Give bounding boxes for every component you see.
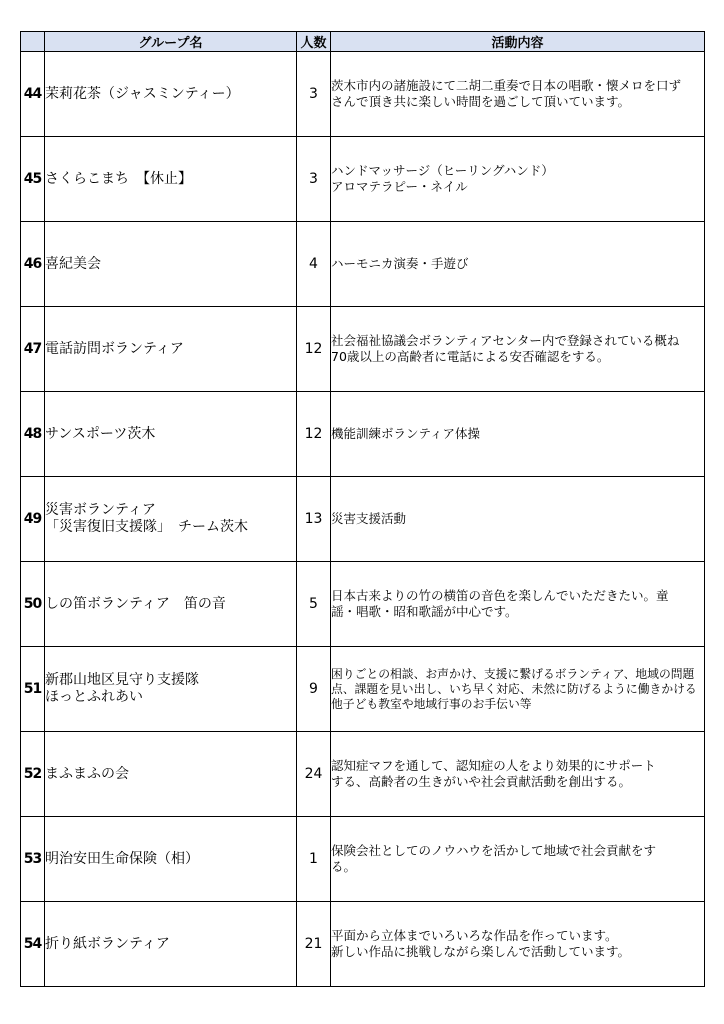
activity-cell (331, 732, 705, 817)
activity-line: 困りごとの相談、お声かけ、支援に繋げるボランティア、地域の問題 (331, 666, 695, 681)
activity-line: アロマテラピー・ネイル (331, 179, 468, 194)
group-name-line: 明治安田生命保険（相） (45, 850, 199, 867)
group-name-line: 喜紀美会 (45, 255, 101, 272)
activity-line: 他子ども教室や地域行事のお手伝い等 (331, 696, 532, 711)
row-number: 47 (21, 307, 45, 392)
activity-line: 機能訓練ボランティア体操 (331, 426, 481, 441)
activity-cell (331, 477, 705, 562)
activity-line: ハンドマッサージ（ヒーリングハンド） (331, 163, 554, 178)
table-row (21, 562, 705, 647)
group-name-cell (45, 392, 297, 477)
group-name-line: しの笛ボランティア 笛の音 (45, 595, 226, 612)
row-number: 49 (21, 477, 45, 562)
table-row (21, 392, 705, 477)
member-count: 21 (297, 902, 331, 987)
activity-line: 新しい作品に挑戦しながら楽しんで活動しています。 (331, 944, 631, 959)
group-name-cell (45, 222, 297, 307)
table-row (21, 52, 705, 137)
header-group-name: グループ名 (45, 32, 297, 52)
table-row (21, 477, 705, 562)
activity-line: 点、課題を見い出し、いち早く対応、未然に防げるように働きかける (331, 681, 697, 696)
group-name-cell (45, 137, 297, 222)
table-row (21, 902, 705, 987)
member-count: 3 (297, 137, 331, 222)
activity-cell (331, 307, 705, 392)
row-number: 52 (21, 732, 45, 817)
activity-cell (331, 52, 705, 137)
table-header-row (21, 32, 705, 52)
header-number (21, 32, 45, 52)
member-count: 3 (297, 52, 331, 137)
volunteer-group-table (20, 31, 705, 987)
activity-line: する、高齢者の生きがいや社会貢献活動を創出する。 (331, 774, 632, 789)
activity-line: 社会福祉協議会ボランティアセンター内で登録されている概ね (331, 333, 680, 348)
group-name-cell (45, 307, 297, 392)
activity-line: ハーモニカ演奏・手遊び (331, 256, 469, 271)
member-count: 4 (297, 222, 331, 307)
activity-line: 日本古来よりの竹の横笛の音色を楽しんでいただきたい。童 (331, 588, 669, 603)
member-count: 1 (297, 817, 331, 902)
activity-line: 茨木市内の諸施設にて二胡二重奏で日本の唱歌・懐メロを口ず (331, 78, 682, 93)
row-number: 46 (21, 222, 45, 307)
member-count: 12 (297, 307, 331, 392)
row-number: 48 (21, 392, 45, 477)
group-name-line: 「災害復旧支援隊」 チーム茨木 (45, 519, 248, 535)
group-name-cell (45, 732, 297, 817)
activity-cell (331, 562, 705, 647)
row-number: 53 (21, 817, 45, 902)
group-name-cell (45, 817, 297, 902)
member-count: 5 (297, 562, 331, 647)
activity-line: さんで頂き共に楽しい時間を過ごして頂いています。 (331, 94, 631, 109)
member-count: 9 (297, 647, 331, 732)
header-activity: 活動内容 (331, 32, 705, 52)
activity-line: 認知症マフを通して、認知症の人をより効果的にサポート (331, 758, 656, 773)
activity-line: 災害支援活動 (331, 511, 407, 526)
table-row (21, 307, 705, 392)
activity-cell (331, 392, 705, 477)
row-number: 51 (21, 647, 45, 732)
group-name-line: 茉莉花茶（ジャスミンティー） (45, 85, 240, 102)
activity-cell (331, 222, 705, 307)
activity-line: 謡・唱歌・昭和歌謡が中心です。 (331, 604, 518, 619)
activity-cell (331, 647, 705, 732)
row-number: 45 (21, 137, 45, 222)
group-name-cell (45, 477, 297, 562)
group-name-cell (45, 902, 297, 987)
group-name-cell (45, 52, 297, 137)
row-number: 54 (21, 902, 45, 987)
row-number: 50 (21, 562, 45, 647)
group-name-line: 災害ボランティア (45, 502, 156, 518)
activity-line: 平面から立体までいろいろな作品を作っています。 (331, 928, 618, 943)
activity-cell (331, 902, 705, 987)
group-name-line: ほっとふれあい (45, 689, 143, 705)
activity-cell (331, 817, 705, 902)
member-count: 24 (297, 732, 331, 817)
group-name-line: 電話訪問ボランティア (45, 340, 184, 357)
group-name-line: サンスポーツ茨木 (45, 425, 156, 442)
activity-line: る。 (331, 859, 357, 874)
table-row (21, 137, 705, 222)
activity-line: 保険会社としてのノウハウを活かして地域で社会貢献をす (331, 843, 657, 858)
group-name-line: 折り紙ボランティア (45, 935, 170, 952)
activity-line: 70歳以上の高齢者に電話による安否確認をする。 (331, 349, 610, 364)
member-count: 12 (297, 392, 331, 477)
header-members: 人数 (297, 32, 331, 52)
group-name-line: さくらこまち 【休止】 (45, 170, 192, 187)
activity-cell (331, 137, 705, 222)
table-row (21, 817, 705, 902)
table-row (21, 732, 705, 817)
table-row (21, 222, 705, 307)
member-count: 13 (297, 477, 331, 562)
group-name-line: まふまふの会 (45, 765, 129, 782)
table-row (21, 647, 705, 732)
table-body (21, 52, 705, 987)
group-name-cell (45, 562, 297, 647)
group-name-cell (45, 647, 297, 732)
row-number: 44 (21, 52, 45, 137)
group-name-line: 新郡山地区見守り支援隊 (45, 672, 199, 688)
